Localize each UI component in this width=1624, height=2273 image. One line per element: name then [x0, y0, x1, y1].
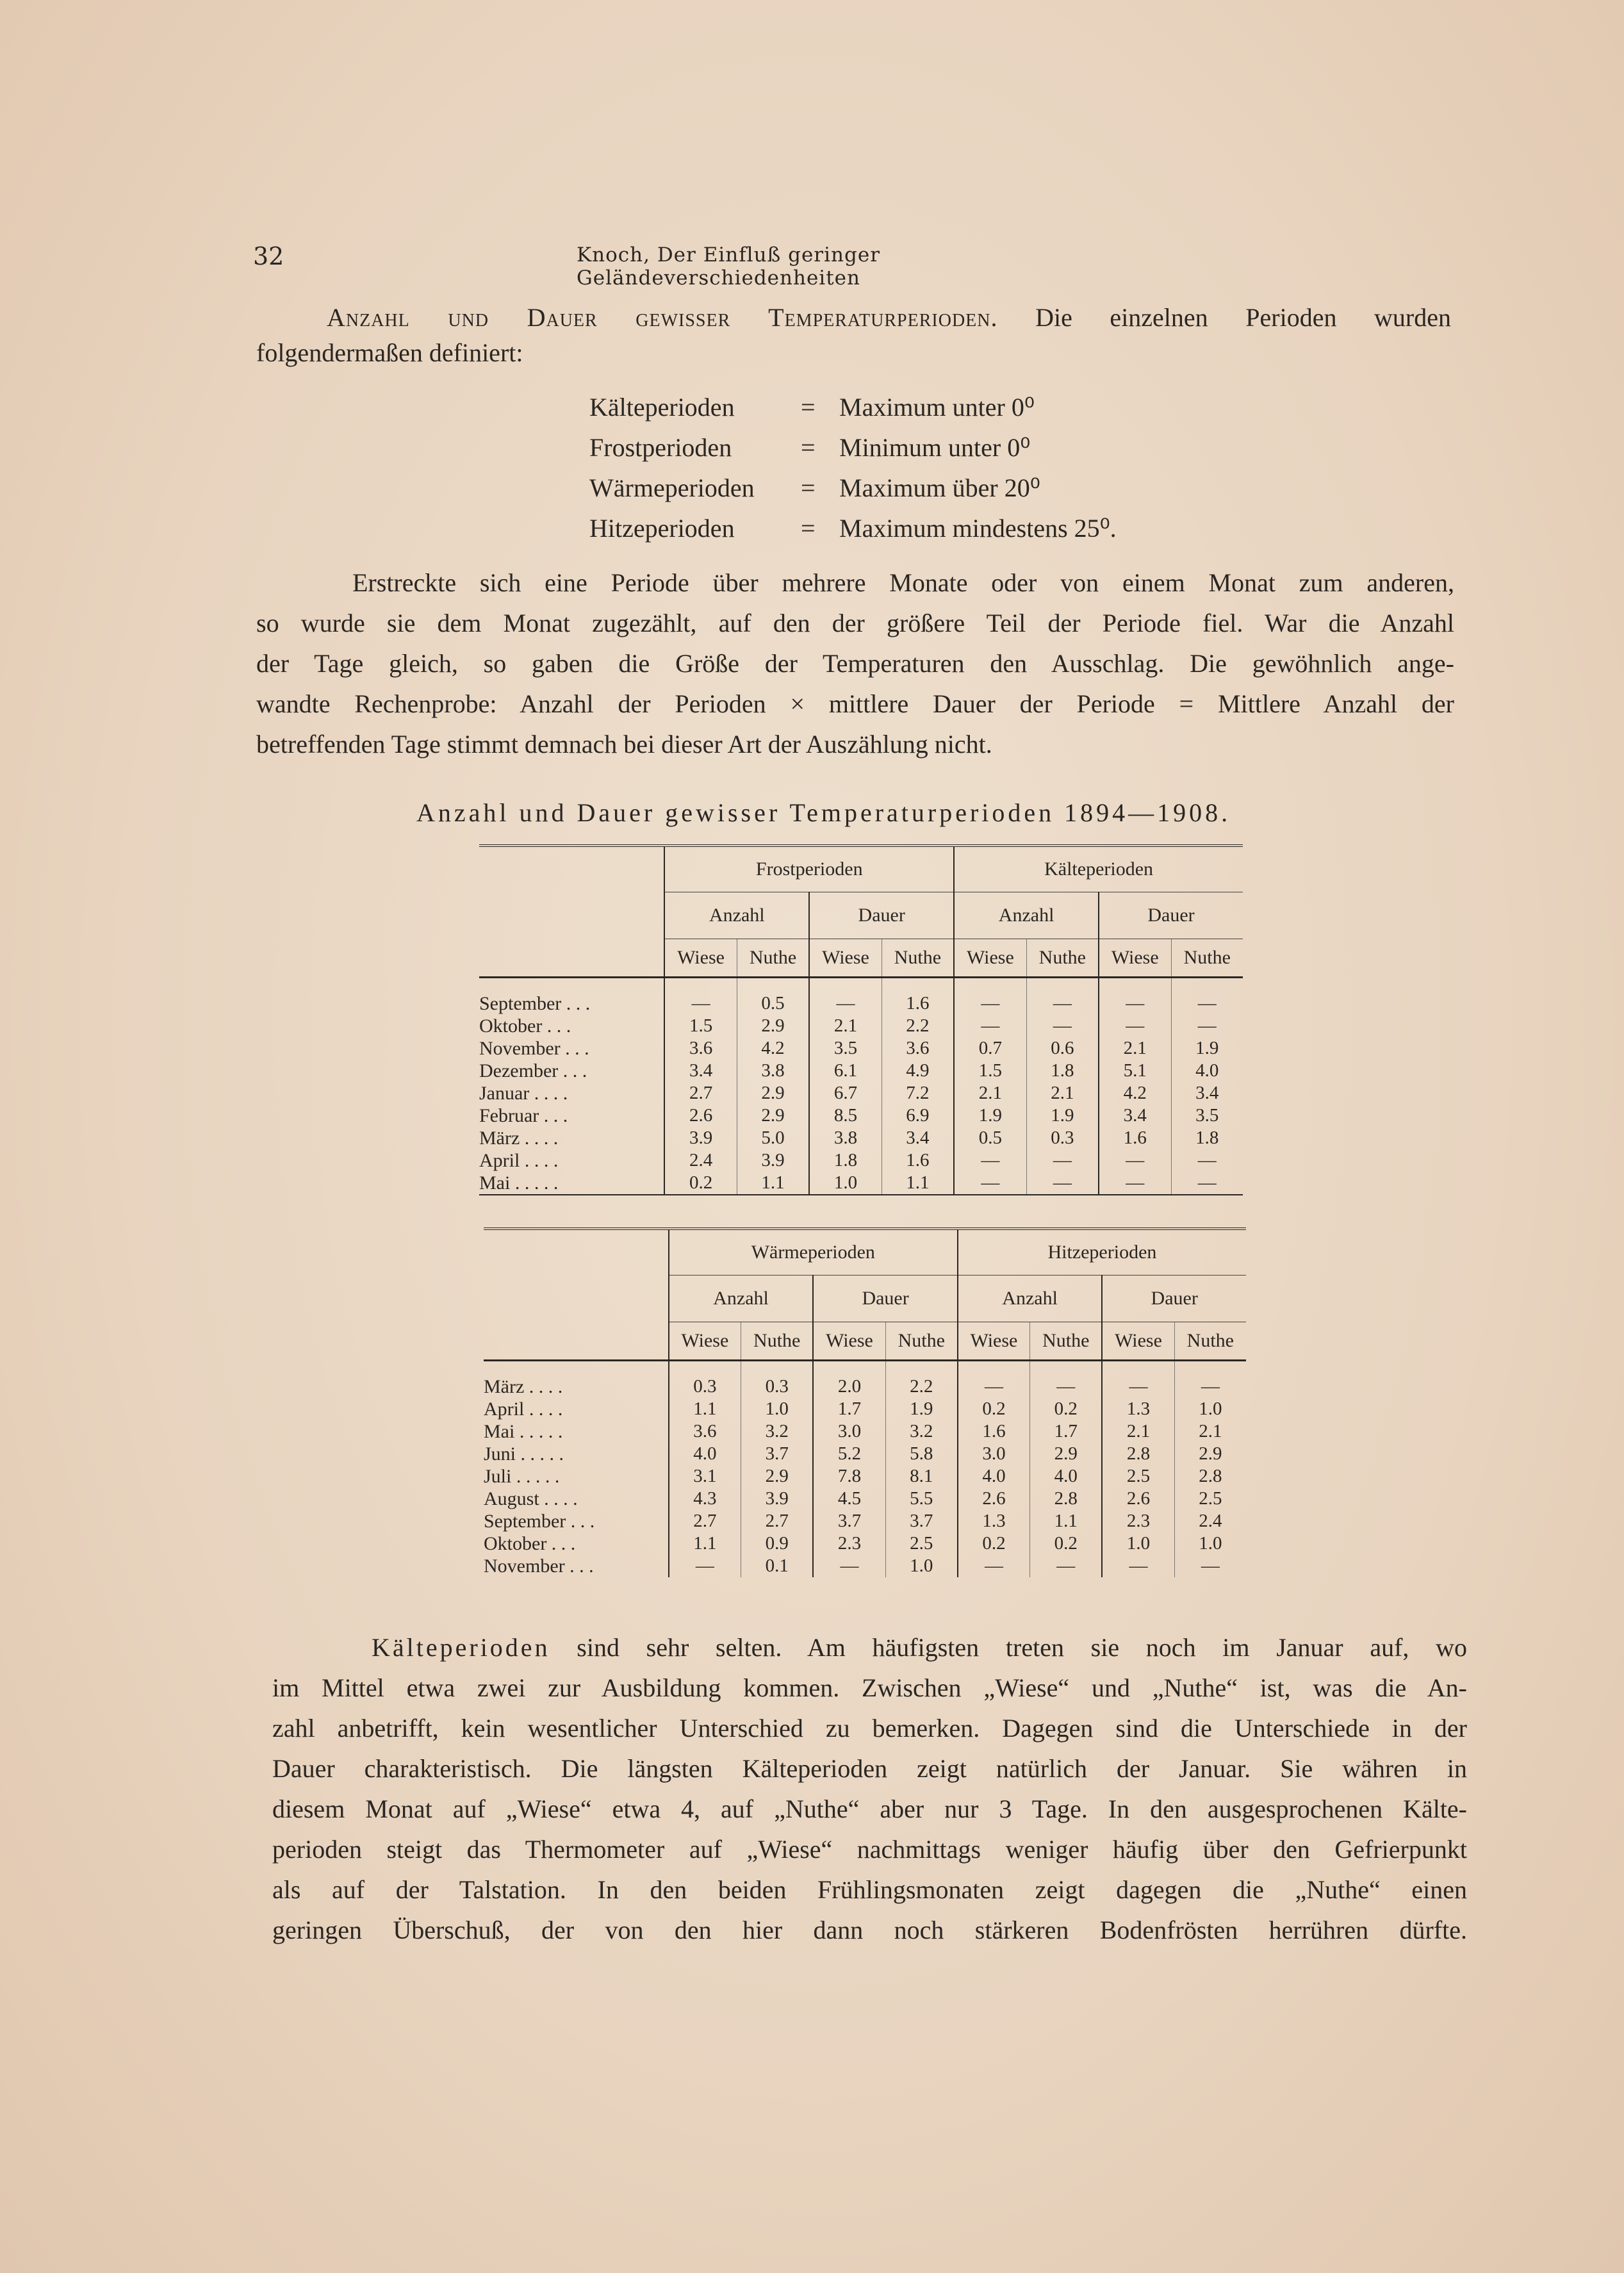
table-cell: 8.5: [809, 1104, 882, 1127]
table-cell: 0.5: [737, 992, 809, 1015]
column-header: Nuthe: [882, 939, 954, 978]
table-cell: 6.9: [882, 1104, 954, 1127]
table-cell: 6.7: [809, 1082, 882, 1104]
table-cell: 1.9: [1026, 1104, 1099, 1127]
table-cell: 0.1: [741, 1555, 814, 1577]
table-cell: 3.6: [669, 1420, 741, 1443]
table-cell: 2.9: [1174, 1443, 1246, 1465]
table-cell: 2.1: [1102, 1420, 1174, 1443]
paragraph-line: Dauer charakteristisch. Die längsten Kälteperioden zeigt natürlich der Januar. Sie währen in: [272, 1754, 1467, 1783]
subgroup-header: Anzahl: [664, 892, 809, 939]
subgroup-header: Dauer: [1102, 1276, 1246, 1322]
table-cell: 1.9: [885, 1398, 958, 1420]
table-cell: 1.1: [737, 1172, 809, 1195]
table-cell: 0.5: [954, 1127, 1026, 1149]
table-cell: —: [1099, 1149, 1171, 1172]
table-cell: —: [1174, 1555, 1246, 1577]
table-cell: 2.9: [741, 1465, 814, 1488]
subgroup-header: Anzahl: [954, 892, 1099, 939]
table-cell: 3.9: [737, 1149, 809, 1172]
table-cell: 0.2: [1030, 1398, 1103, 1420]
table-cell: 2.5: [885, 1532, 958, 1555]
table-row: [479, 1037, 1243, 1060]
paragraph-line: betreffenden Tage stimmt demnach bei dieser Art der Auszählung nicht.: [256, 730, 992, 759]
table-cell: 3.0: [958, 1443, 1030, 1465]
row-label: März . . . .: [484, 1375, 563, 1397]
subgroup-header: Anzahl: [958, 1276, 1103, 1322]
column-header: Wiese: [958, 1322, 1030, 1361]
definition-equals: =: [801, 433, 816, 462]
row-label: November . . .: [479, 1037, 589, 1059]
table-cell: —: [669, 1555, 741, 1577]
table-cell: —: [1026, 1172, 1099, 1195]
subgroup-header: Anzahl: [669, 1276, 814, 1322]
table-cell: —: [1174, 1375, 1246, 1398]
table-row: [479, 1060, 1243, 1082]
table-cell: 2.6: [1102, 1488, 1174, 1510]
column-header: Wiese: [664, 939, 737, 978]
table-cell: 7.2: [882, 1082, 954, 1104]
table-row: [479, 1082, 1243, 1104]
table-cell: 2.5: [1174, 1488, 1246, 1510]
table-cell: —: [1171, 1172, 1243, 1195]
table-cell: 4.3: [669, 1488, 741, 1510]
table-cell: 2.8: [1030, 1488, 1103, 1510]
row-label: Januar . . . .: [479, 1082, 568, 1104]
warm-heat-table: [484, 1227, 1246, 1577]
table-row: [479, 1172, 1243, 1195]
table-cell: 4.0: [1030, 1465, 1103, 1488]
table-row: [484, 1443, 1246, 1465]
table-cell: 0.2: [958, 1398, 1030, 1420]
table-cell: 3.6: [664, 1037, 737, 1060]
paragraph-line: sind sehr selten. Am häufigsten treten sie noch im Januar auf, wo: [577, 1633, 1468, 1662]
row-label: August . . . .: [484, 1488, 578, 1509]
paragraph-line: Erstreckte sich eine Periode über mehrere Monate oder von einem Monat zum anderen,: [352, 568, 1454, 597]
table-cell: 0.3: [741, 1375, 814, 1398]
table-cell: 2.9: [737, 1015, 809, 1037]
table-row: [479, 1127, 1243, 1149]
table-cell: 2.7: [669, 1510, 741, 1532]
table-cell: 2.6: [664, 1104, 737, 1127]
paragraph-line: geringen Überschuß, der von den hier dann noch stärkeren Bodenfrösten herrühren dürfte.: [272, 1916, 1467, 1944]
column-header: Wiese: [809, 939, 882, 978]
table-cell: 1.8: [1171, 1127, 1243, 1149]
intro-line2: folgendermaßen definiert:: [256, 338, 523, 367]
definition-text: Maximum mindestens 25⁰.: [839, 514, 1117, 543]
column-header: Nuthe: [885, 1322, 958, 1361]
table-row: [484, 1375, 1246, 1398]
table-cell: —: [954, 1149, 1026, 1172]
row-label: März . . . .: [479, 1127, 559, 1149]
column-header: Wiese: [1102, 1322, 1174, 1361]
table-cell: 2.4: [1174, 1510, 1246, 1532]
subgroup-header: Dauer: [809, 892, 954, 939]
table-cell: 1.0: [885, 1555, 958, 1577]
table-cell: 3.5: [809, 1037, 882, 1060]
table-cell: 4.9: [882, 1060, 954, 1082]
table-cell: —: [1102, 1555, 1174, 1577]
column-header: Nuthe: [741, 1322, 814, 1361]
table-row: [484, 1532, 1246, 1555]
page-number: 32: [253, 242, 284, 270]
table-cell: 1.8: [1026, 1060, 1099, 1082]
table-cell: 1.0: [741, 1398, 814, 1420]
table-cell: 4.2: [1099, 1082, 1171, 1104]
table-cell: —: [1026, 992, 1099, 1015]
group-header: Wärmeperioden: [669, 1229, 958, 1276]
table-cell: —: [809, 992, 882, 1015]
table-row: [479, 1015, 1243, 1037]
table-cell: 1.9: [1171, 1037, 1243, 1060]
definition-row: [589, 513, 1117, 554]
table-cell: 1.0: [1174, 1398, 1246, 1420]
row-label: Juli . . . . .: [484, 1465, 560, 1487]
row-label: Mai . . . . .: [484, 1420, 563, 1442]
table-cell: 2.1: [1099, 1037, 1171, 1060]
subgroup-header: Dauer: [1099, 892, 1243, 939]
row-label: November . . .: [484, 1555, 594, 1577]
table-cell: 8.1: [885, 1465, 958, 1488]
table-cell: —: [1171, 992, 1243, 1015]
table-cell: 2.7: [664, 1082, 737, 1104]
running-title: Knoch, Der Einfluß geringer Geländeverschiedenheiten: [577, 243, 881, 290]
table-cell: 1.7: [813, 1398, 885, 1420]
table-cell: 1.5: [954, 1060, 1026, 1082]
row-label: September . . .: [484, 1510, 595, 1532]
column-header: Wiese: [669, 1322, 741, 1361]
definition-row: [589, 392, 1117, 432]
table-cell: 2.8: [1174, 1465, 1246, 1488]
table-cell: 1.3: [1102, 1398, 1174, 1420]
row-label: April . . . .: [484, 1398, 563, 1420]
row-label: Mai . . . . .: [479, 1172, 664, 1195]
discussion-paragraph: [272, 1627, 1467, 1950]
table-row: [484, 1488, 1246, 1510]
table-cell: 2.4: [664, 1149, 737, 1172]
table-cell: 7.8: [813, 1465, 885, 1488]
table-cell: 1.8: [809, 1149, 882, 1172]
page-header: [253, 242, 1128, 290]
table-cell: 1.0: [1102, 1532, 1174, 1555]
table-cell: 0.2: [958, 1532, 1030, 1555]
table-cell: 3.8: [809, 1127, 882, 1149]
table-cell: 4.5: [813, 1488, 885, 1510]
row-label: April . . . .: [479, 1149, 559, 1171]
table-row: [479, 992, 1243, 1015]
table-row: [484, 1398, 1246, 1420]
table-cell: —: [1099, 1015, 1171, 1037]
table-cell: 2.9: [737, 1082, 809, 1104]
column-header: Nuthe: [737, 939, 809, 978]
definition-text: Maximum unter 0⁰: [839, 393, 1035, 422]
table-cell: 2.3: [1102, 1510, 1174, 1532]
definition-equals: =: [801, 514, 816, 543]
table-cell: 1.0: [1174, 1532, 1246, 1555]
table-cell: —: [1102, 1375, 1174, 1398]
paragraph-line: wandte Rechenprobe: Anzahl der Perioden × mittlere Dauer der Periode = Mittlere Anzahl der: [256, 689, 1454, 718]
table-cell: 2.1: [954, 1082, 1026, 1104]
table-cell: —: [1099, 992, 1171, 1015]
column-header: Nuthe: [1030, 1322, 1103, 1361]
table-cell: —: [664, 992, 737, 1015]
table-caption: Anzahl und Dauer gewisser Temperaturperioden 1894—1908.: [416, 798, 1231, 827]
table-cell: —: [958, 1555, 1030, 1577]
paragraph-line: diesem Monat auf „Wiese“ etwa 4, auf „Nuthe“ aber nur 3 Tage. In den ausgesprochenen Kälte-: [272, 1794, 1467, 1823]
table-cell: 3.9: [741, 1488, 814, 1510]
paragraph-line: zahl anbetrifft, kein wesentlicher Unterschied zu bemerken. Dagegen sind die Unterschiede in der: [272, 1714, 1467, 1743]
table-cell: 1.9: [954, 1104, 1026, 1127]
table-cell: 4.2: [737, 1037, 809, 1060]
paragraph-line: der Tage gleich, so gaben die Größe der Temperaturen den Ausschlag. Die gewöhnlich ange-: [256, 649, 1454, 678]
paragraph-line: perioden steigt das Thermometer auf „Wiese“ nachmittags weniger häufig über den Gefrierpunkt: [272, 1835, 1467, 1864]
definition-text: Minimum unter 0⁰: [839, 433, 1031, 462]
table-cell: 4.0: [1171, 1060, 1243, 1082]
column-header: Wiese: [954, 939, 1026, 978]
table-cell: 2.2: [885, 1375, 958, 1398]
explanation-paragraph: [256, 562, 1454, 764]
paragraph-line: im Mittel etwa zwei zur Ausbildung kommen. Zwischen „Wiese“ und „Nuthe“ ist, was die An-: [272, 1673, 1467, 1702]
group-header: Hitzeperioden: [958, 1229, 1246, 1276]
table-cell: 4.0: [669, 1443, 741, 1465]
row-label: Juni . . . . .: [484, 1443, 564, 1465]
definition-equals: =: [801, 473, 816, 502]
table-cell: —: [1030, 1375, 1103, 1398]
table-cell: 3.2: [885, 1420, 958, 1443]
table-cell: 0.2: [1030, 1532, 1103, 1555]
row-label: Oktober . . .: [484, 1532, 576, 1554]
table-cell: —: [954, 1172, 1026, 1195]
table-cell: 3.7: [885, 1510, 958, 1532]
table-cell: 5.8: [885, 1443, 958, 1465]
table-row: [479, 1149, 1243, 1172]
table-cell: 2.1: [1174, 1420, 1246, 1443]
paragraph-line: als auf der Talstation. In den beiden Frühlingsmonaten zeigt dagegen die „Nuthe“ einen: [272, 1875, 1467, 1904]
table-cell: 3.8: [737, 1060, 809, 1082]
table-cell: 1.6: [882, 1149, 954, 1172]
table-cell: 2.3: [813, 1532, 885, 1555]
table-cell: 0.3: [669, 1375, 741, 1398]
table-cell: 5.0: [737, 1127, 809, 1149]
table-row: [484, 1510, 1246, 1532]
table-cell: 1.1: [882, 1172, 954, 1195]
table-cell: 1.1: [669, 1398, 741, 1420]
table-cell: 3.4: [882, 1127, 954, 1149]
table-cell: 3.7: [813, 1510, 885, 1532]
table-cell: 2.9: [737, 1104, 809, 1127]
table-cell: 2.8: [1102, 1443, 1174, 1465]
table-cell: 0.9: [741, 1532, 814, 1555]
definition-equals: =: [801, 393, 816, 422]
table-row: [479, 1104, 1243, 1127]
group-header: Kälteperioden: [954, 846, 1243, 892]
intro-line1: Die einzelnen Perioden wurden: [1035, 303, 1451, 332]
table-row: [484, 1420, 1246, 1443]
table-cell: —: [1099, 1172, 1171, 1195]
row-label: Februar . . .: [479, 1104, 568, 1126]
table-cell: —: [954, 992, 1026, 1015]
table-cell: 1.5: [664, 1015, 737, 1037]
definition-row: [589, 473, 1117, 513]
table-cell: —: [1026, 1015, 1099, 1037]
table-cell: 5.5: [885, 1488, 958, 1510]
table-cell: 3.4: [664, 1060, 737, 1082]
table-cell: 0.3: [1026, 1127, 1099, 1149]
column-header: Wiese: [813, 1322, 885, 1361]
frost-cold-table: [479, 844, 1243, 1195]
table-cell: 1.7: [1030, 1420, 1103, 1443]
table-cell: —: [1171, 1149, 1243, 1172]
emphasis-term: Kälteperioden: [372, 1633, 550, 1662]
table-cell: 3.0: [813, 1420, 885, 1443]
column-header: Nuthe: [1174, 1322, 1246, 1361]
table-cell: 2.9: [1030, 1443, 1103, 1465]
table-cell: —: [958, 1375, 1030, 1398]
table-cell: 3.1: [669, 1465, 741, 1488]
table-cell: 2.2: [882, 1015, 954, 1037]
table-cell: 0.7: [954, 1037, 1026, 1060]
table-cell: 3.2: [741, 1420, 814, 1443]
table-cell: 3.4: [1099, 1104, 1171, 1127]
row-label: September . . .: [479, 992, 591, 1014]
table-cell: 1.3: [958, 1510, 1030, 1532]
table-cell: 1.6: [958, 1420, 1030, 1443]
table-cell: —: [954, 1015, 1026, 1037]
table-row: [484, 1465, 1246, 1488]
table-cell: 3.9: [664, 1127, 737, 1149]
table-cell: 2.1: [809, 1015, 882, 1037]
table-cell: 3.5: [1171, 1104, 1243, 1127]
definition-term: Kälteperioden: [589, 393, 735, 422]
group-header: Frostperioden: [664, 846, 954, 892]
table-cell: —: [1171, 1015, 1243, 1037]
definition-term: Hitzeperioden: [589, 514, 735, 543]
table-cell: 2.5: [1102, 1465, 1174, 1488]
table-cell: 5.2: [813, 1443, 885, 1465]
table-cell: 0.6: [1026, 1037, 1099, 1060]
definition-text: Maximum über 20⁰: [839, 473, 1040, 502]
table-stub: [484, 1229, 669, 1361]
table-stub: [479, 846, 664, 978]
table-cell: 1.6: [882, 992, 954, 1015]
table-cell: —: [1030, 1555, 1103, 1577]
table-cell: —: [1026, 1149, 1099, 1172]
paragraph-line: so wurde sie dem Monat zugezählt, auf den der größere Teil der Periode fiel. War die Anzahl: [256, 609, 1454, 637]
table-cell: 1.1: [669, 1532, 741, 1555]
table-cell: 3.6: [882, 1037, 954, 1060]
intro-paragraph: [256, 302, 1451, 368]
table-cell: 1.0: [809, 1172, 882, 1195]
row-label: Dezember . . .: [479, 1060, 587, 1081]
definition-row: [589, 432, 1117, 473]
table-cell: 1.6: [1099, 1127, 1171, 1149]
row-label: Oktober . . .: [479, 1015, 571, 1037]
definitions-list: [589, 392, 1117, 554]
table-cell: 2.0: [813, 1375, 885, 1398]
definition-term: Frostperioden: [589, 433, 732, 462]
table-cell: 3.7: [741, 1443, 814, 1465]
table-cell: 2.6: [958, 1488, 1030, 1510]
table-cell: 4.0: [958, 1465, 1030, 1488]
table-cell: 1.1: [1030, 1510, 1103, 1532]
table-cell: 3.4: [1171, 1082, 1243, 1104]
table-cell: 2.7: [741, 1510, 814, 1532]
table-cell: 6.1: [809, 1060, 882, 1082]
subgroup-header: Dauer: [813, 1276, 958, 1322]
table-cell: 2.1: [1026, 1082, 1099, 1104]
column-header: Nuthe: [1026, 939, 1099, 978]
section-heading: Anzahl und Dauer gewisser Temperaturperioden.: [327, 303, 998, 332]
definition-term: Wärmeperioden: [589, 473, 755, 502]
column-header: Nuthe: [1171, 939, 1243, 978]
table-cell: —: [813, 1555, 885, 1577]
column-header: Wiese: [1099, 939, 1171, 978]
table-cell: 5.1: [1099, 1060, 1171, 1082]
table-cell: 0.2: [664, 1172, 737, 1195]
table-row: [484, 1555, 1246, 1577]
